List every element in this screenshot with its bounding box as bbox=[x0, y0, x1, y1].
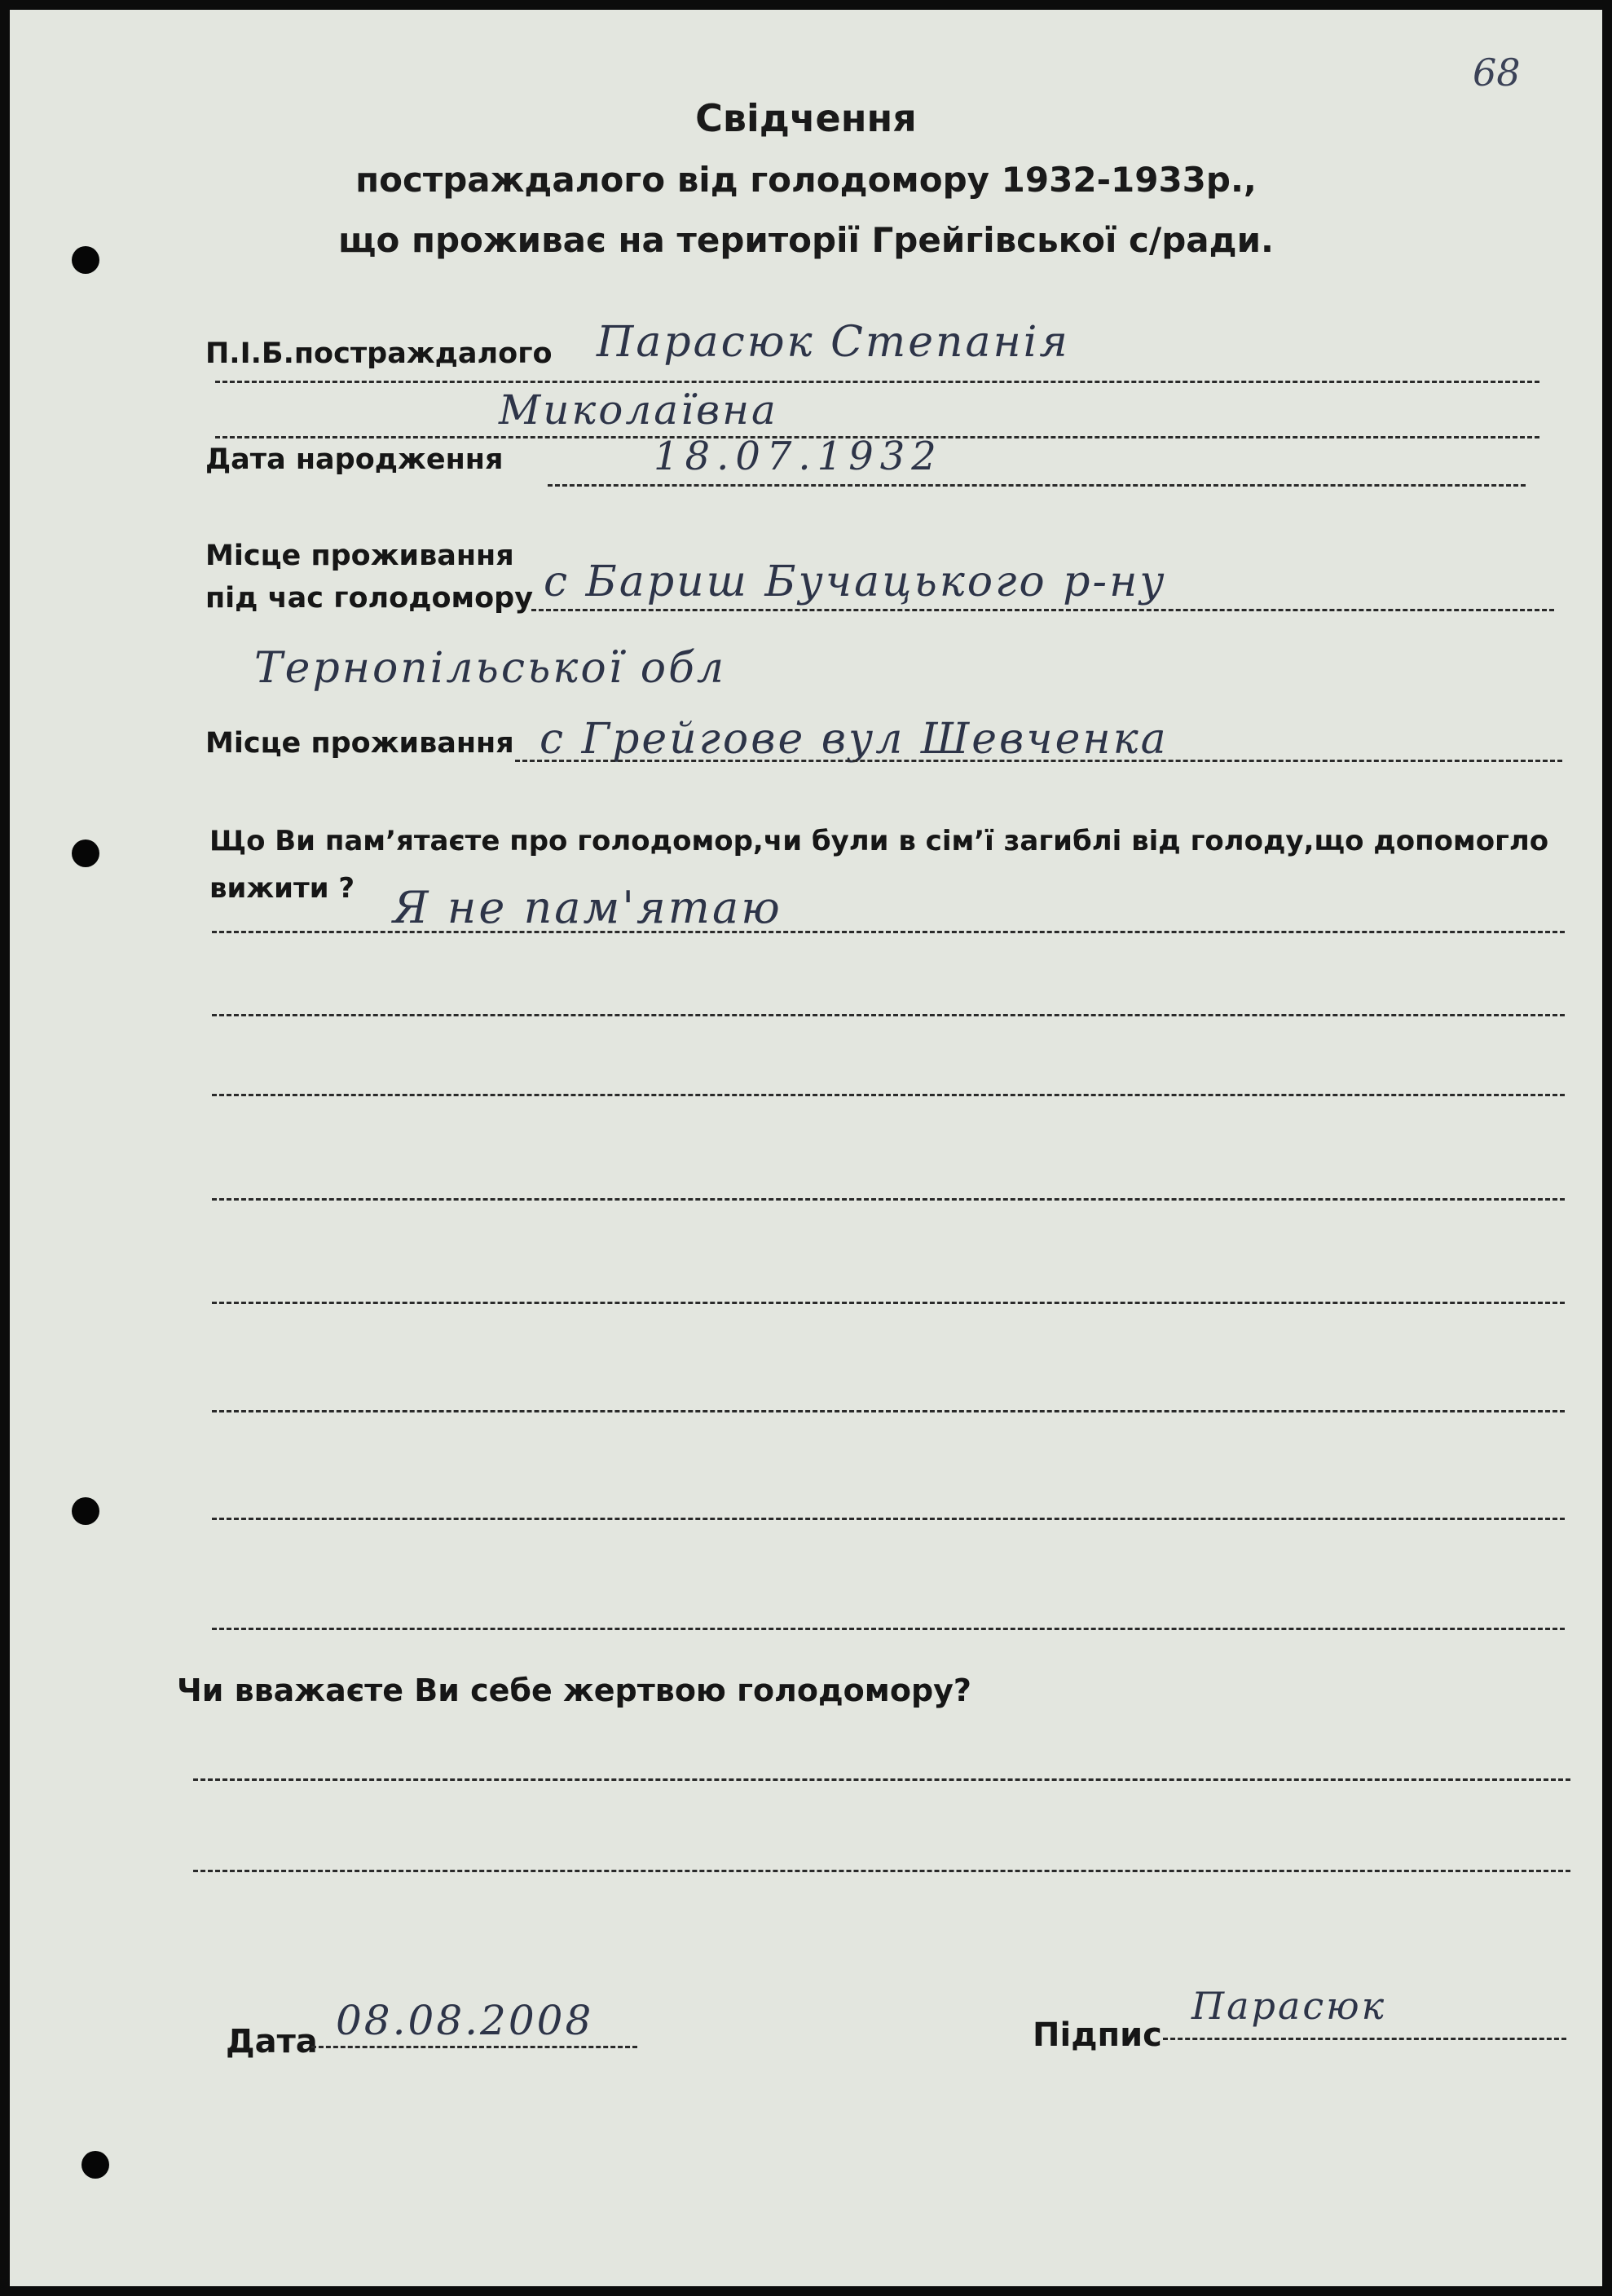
answer-line-4 bbox=[212, 1198, 1565, 1201]
date-value: 08.08.2008 bbox=[336, 1997, 594, 2044]
question-1-answer: Я не пам'ятаю bbox=[393, 882, 782, 933]
binder-hole-2 bbox=[72, 840, 99, 867]
document-title: Свідчення bbox=[695, 96, 917, 140]
answer-line-5 bbox=[212, 1302, 1565, 1304]
residence-famine-label-1: Місце проживання bbox=[205, 540, 514, 572]
signature-value: Парасюк bbox=[1191, 1984, 1387, 2028]
document-sheet bbox=[10, 10, 1602, 2286]
question-1-line-2: вижити ? bbox=[209, 872, 355, 905]
date-label: Дата bbox=[226, 2023, 318, 2060]
answer-line-6 bbox=[212, 1410, 1565, 1412]
document-subtitle-1: постраждалого від голодомору 1932-1933р., bbox=[355, 160, 1257, 200]
name-label: П.І.Б.постраждалого bbox=[205, 337, 553, 370]
residence-line bbox=[515, 760, 1562, 762]
name-value-2: Миколаївна bbox=[499, 386, 778, 434]
question-2: Чи вважаєте Ви себе жертвою голодомору? bbox=[177, 1672, 971, 1708]
residence-famine-line-1 bbox=[531, 609, 1554, 611]
answer-line-7 bbox=[212, 1518, 1565, 1520]
answer-2-line-2 bbox=[193, 1870, 1570, 1872]
page-number: 68 bbox=[1473, 51, 1521, 95]
residence-label: Місце проживання bbox=[205, 727, 514, 760]
signature-label: Підпис bbox=[1033, 2016, 1162, 2054]
residence-value: с Грейгове вул Шевченка bbox=[540, 715, 1169, 764]
document-subtitle-2: що проживає на території Грейгівської с/ради. bbox=[338, 220, 1274, 260]
birth-date-value: 18.07.1932 bbox=[654, 434, 943, 479]
answer-line-8 bbox=[212, 1628, 1565, 1630]
name-line-1 bbox=[215, 381, 1539, 383]
name-value-1: Парасюк Степанія bbox=[597, 318, 1070, 367]
answer-line-3 bbox=[212, 1094, 1565, 1096]
answer-line-1 bbox=[212, 931, 1565, 933]
birth-date-line bbox=[548, 484, 1526, 487]
binder-hole-3 bbox=[72, 1497, 99, 1525]
residence-famine-label-2: під час голодомору bbox=[205, 582, 534, 615]
signature-line bbox=[1163, 2038, 1566, 2040]
answer-2-line-1 bbox=[193, 1778, 1570, 1781]
question-1-line-1: Що Ви пам’ятаєте про голодомор,чи були в сім’ї загиблі від голоду,що допомогло bbox=[209, 825, 1549, 857]
answer-line-2 bbox=[212, 1014, 1565, 1016]
binder-hole-4 bbox=[81, 2151, 109, 2179]
residence-famine-value-1: с Бариш Бучацького р-ну bbox=[544, 557, 1167, 606]
birth-date-label: Дата народження bbox=[205, 443, 504, 476]
binder-hole-1 bbox=[72, 246, 99, 274]
residence-famine-value-2: Тернопільської обл bbox=[254, 644, 726, 693]
date-line bbox=[311, 2046, 637, 2048]
